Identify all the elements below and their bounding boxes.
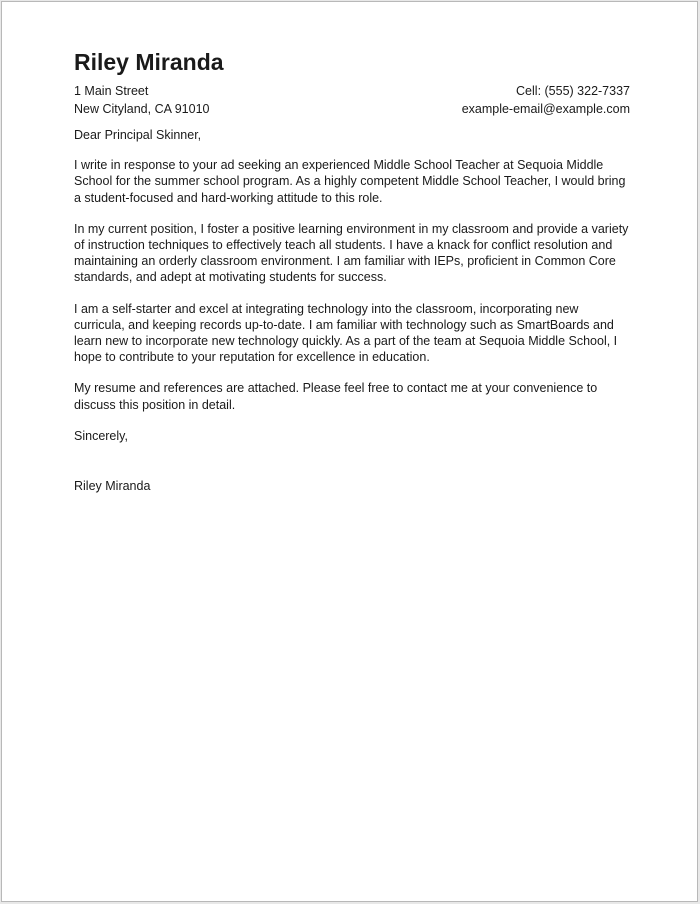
address-block: [74, 82, 210, 118]
letter-body: [74, 127, 630, 494]
paragraph-4: My resume and references are attached. Please feel free to contact me at your convenience to discuss this position in detail.: [74, 381, 598, 412]
email-address: example-email@example.com: [461, 102, 630, 116]
closing: Sincerely,: [74, 428, 128, 443]
letter-page: [1, 1, 698, 902]
phone-number: Cell: (555) 322-7337: [516, 84, 630, 98]
address-line-2: New Cityland, CA 91010: [74, 102, 210, 116]
sender-name: Riley Miranda: [74, 49, 224, 75]
address-line-1: 1 Main Street: [74, 84, 149, 98]
paragraph-3: I am a self-starter and excel at integrating technology into the classroom, incorporating new curricula, and keeping records up-to-date. I am familiar with technology such as SmartBoards and learn new to incorporate new technology quickly. As a part of the team at Sequoia Middle School, I hope to contribute to your reputation for excellence in education.: [74, 301, 618, 365]
paragraph-1: I write in response to your ad seeking an experienced Middle School Teacher at Sequoia Middle School for the summer school program. As a highly competent Middle School Teacher, I would bring a student-focused and hard-working attitude to this role.: [74, 158, 626, 205]
signature: Riley Miranda: [74, 479, 151, 494]
letter-content: [74, 46, 630, 494]
greeting: Dear Principal Skinner,: [74, 128, 202, 142]
phone-email-block: [462, 82, 630, 118]
paragraph-2: In my current position, I foster a positive learning environment in my classroom and provide a variety of instruction techniques to effectively teach all students. I have a knack for conflict resolution and maintaining an orderly classroom environment. I am familiar with IEPs, proficient in Common Core standards, and adept at motivating students for success.: [74, 221, 629, 285]
